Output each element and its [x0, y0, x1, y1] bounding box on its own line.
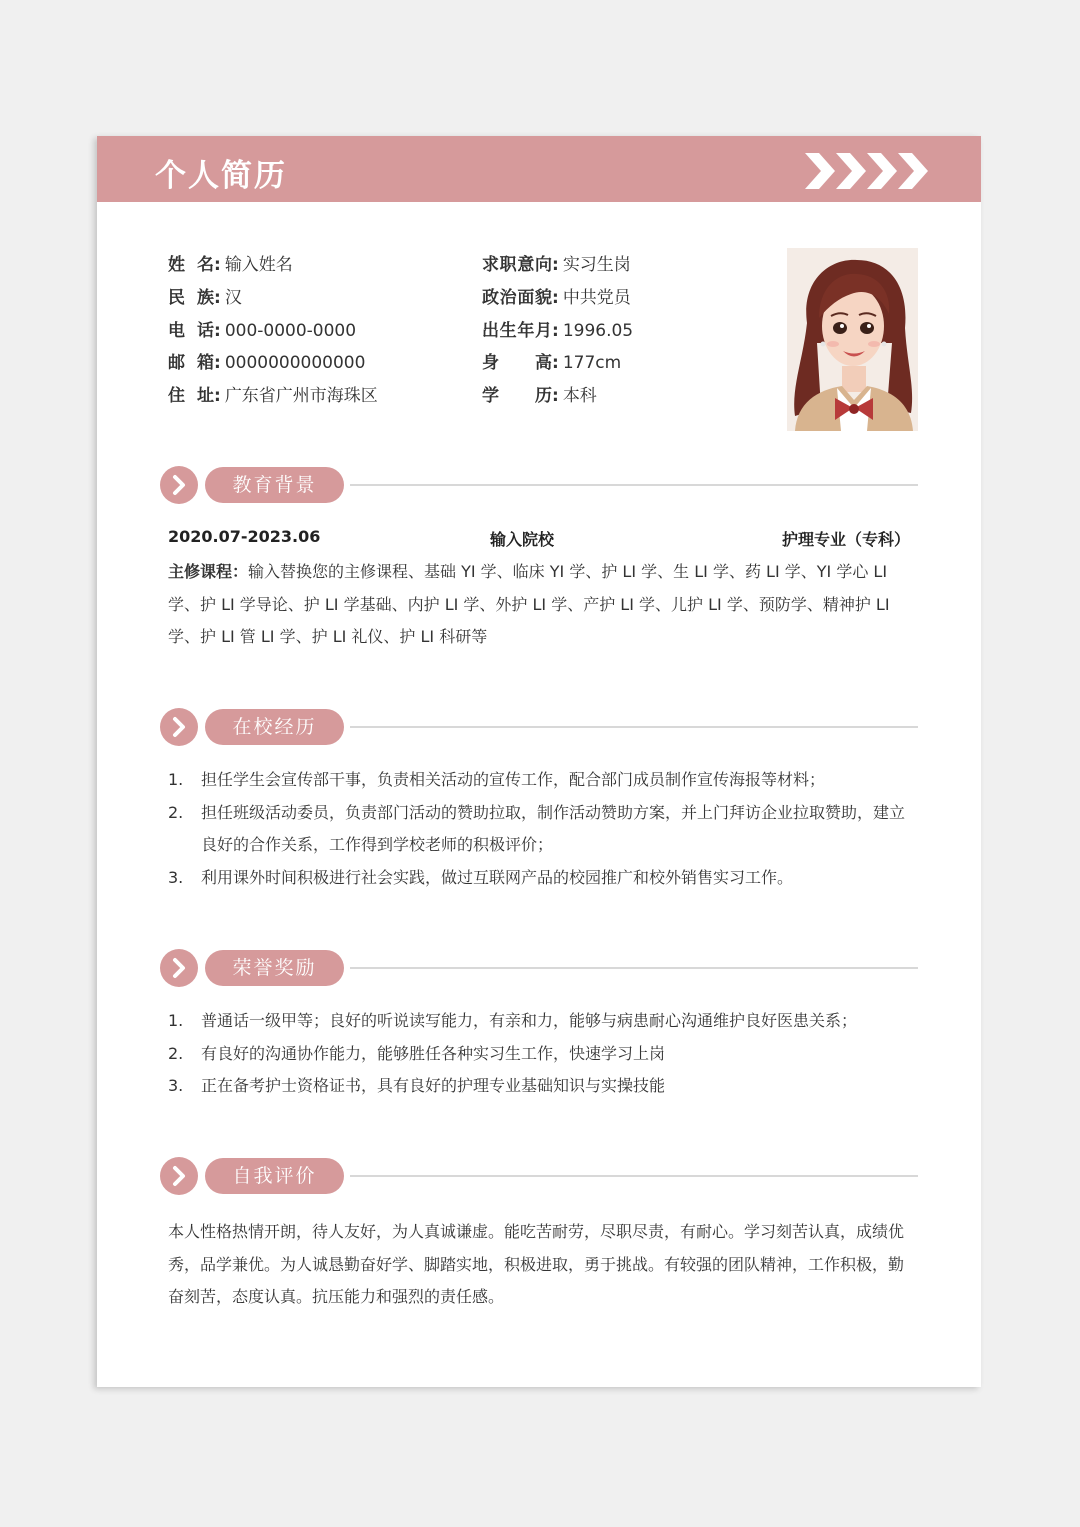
list-item: 3. 利用课外时间积极进行社会实践，做过互联网产品的校园推广和校外销售实习工作。 — [168, 867, 794, 887]
info-email: 邮箱: 0000000000000 — [168, 353, 366, 373]
chevron-right-icon — [160, 1157, 198, 1195]
section-header-campus — [160, 708, 918, 746]
education-school: 输入院校 — [490, 530, 555, 549]
info-education-level: 学历: 本科 — [482, 386, 597, 406]
list-item: 2. 担任班级活动委员，负责部门活动的赞助拉取，制作活动赞助方案，并上门拜访企业拉取赞助，建立良好的合作关系，工作得到学校老师的积极评价； — [168, 802, 906, 854]
avatar — [787, 248, 918, 431]
info-height: 身高: 177cm — [482, 353, 622, 373]
section-header-self-evaluation — [160, 1157, 918, 1195]
section-header-honors — [160, 949, 918, 987]
section-divider — [350, 967, 918, 969]
section-title: 自我评价 — [205, 1158, 344, 1194]
info-ethnicity: 民族: 汉 — [168, 288, 242, 308]
info-birth-date: 出生年月: 1996.05 — [482, 321, 634, 341]
section-divider — [350, 484, 918, 486]
section-marker — [160, 1157, 198, 1195]
info-political-status: 政治面貌: 中共党员 — [482, 288, 631, 308]
education-row — [168, 527, 910, 551]
info-name: 姓名: 输入姓名 — [168, 255, 293, 275]
chevron-right-icon — [160, 466, 198, 504]
education-courses: 主修课程：输入替换您的主修课程、基础 YI 学、临床 YI 学、护 LI 学、生 LI 学、药 LI 学、YI 学心 LI 学、护 LI 学导论、护 LI 学基础、内护 LI 学、外护 LI 学、产护 LI 学、儿护 LI 学、预防学、精神护 LI 学、护 LI 管 LI 学、护 LI 礼仪、护 LI 科研等 — [168, 562, 890, 646]
resume-page — [97, 136, 981, 1387]
section-title: 在校经历 — [205, 709, 344, 745]
list-item: 1. 担任学生会宣传部干事，负责相关活动的宣传工作，配合部门成员制作宣传海报等材料； — [168, 770, 826, 789]
section-marker — [160, 949, 198, 987]
self-evaluation-text: 本人性格热情开朗，待人友好，为人真诚谦虚。能吃苦耐劳，尽职尽责，有耐心。学习刻苦认真，成绩优秀，品学兼优。为人诚恳勤奋好学、脚踏实地，积极进取，勇于挑战。有较强的团队精神，工作积极，勤奋刻苦，态度认真。抗压能力和强烈的责任感。 — [168, 1222, 905, 1306]
chevron-right-icon — [160, 708, 198, 746]
education-period: 2020.07-2023.06 — [168, 527, 321, 546]
list-item: 3. 正在备考护士资格证书，具有良好的护理专业基础知识与实操技能 — [168, 1076, 666, 1095]
section-marker — [160, 708, 198, 746]
info-phone: 电话: 000-0000-0000 — [168, 321, 357, 341]
chevrons-right-icon — [805, 153, 929, 189]
list-item: 1. 普通话一级甲等；良好的听说读写能力，有亲和力，能够与病患耐心沟通维护良好医患关系； — [168, 1011, 858, 1030]
section-header-education — [160, 466, 918, 504]
section-marker — [160, 466, 198, 504]
campus-list — [168, 764, 910, 894]
header-bar — [97, 136, 981, 202]
page-title: 个人简历 — [155, 158, 287, 194]
info-job-intention: 求职意向: 实习生岗 — [482, 255, 631, 275]
section-divider — [350, 1175, 918, 1177]
chevron-right-icon — [160, 949, 198, 987]
section-title: 教育背景 — [205, 467, 344, 503]
list-item: 2. 有良好的沟通协作能力，能够胜任各种实习生工作，快速学习上岗 — [168, 1043, 666, 1063]
info-address: 住址: 广东省广州市海珠区 — [168, 386, 378, 406]
education-major: 护理专业（专科） — [781, 530, 910, 549]
section-divider — [350, 726, 918, 728]
section-title: 荣誉奖励 — [205, 950, 344, 986]
honors-list — [168, 1005, 910, 1103]
